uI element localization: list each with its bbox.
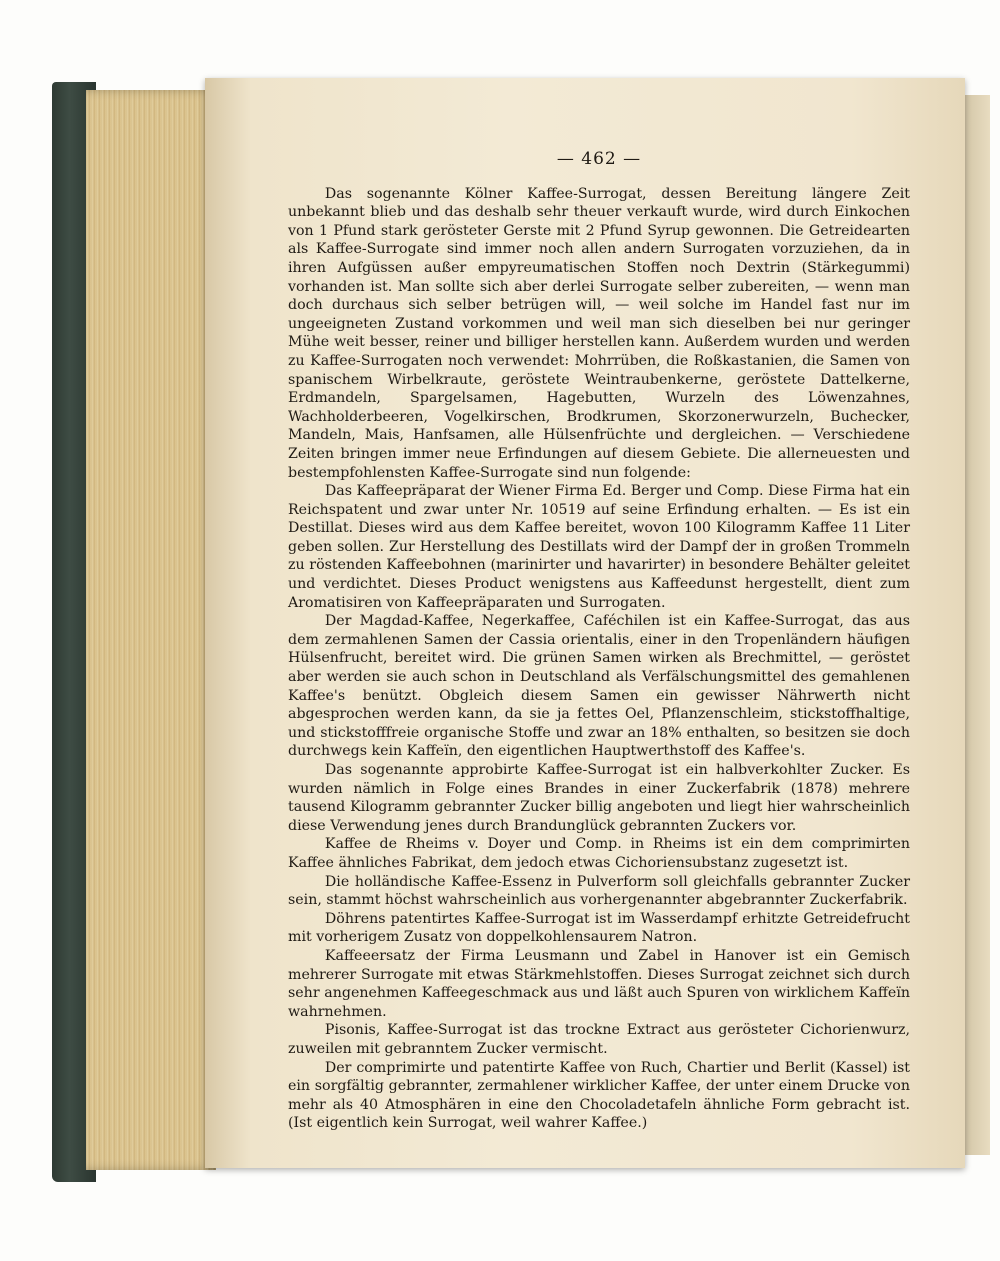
paragraph-approbirte-surrogat: Das sogenannte approbirte Kaffee-Surrogat ist ein halbverkohlter Zucker. Es wurden nämlich in Folge eines Brandes in einer Zuckerfabrik (1878) mehrere tausend Kilogramm gebrannter Zucker billig angeboten und liegt hier wahrscheinlich diese Verwendung jenes durch Brandunglück gebrannten Zuckers vor. (288, 762, 910, 834)
paragraph-pisonis: Pisonis, Kaffee-Surrogat ist das trockne Extract aus gerösteter Cichorienwurz, zuweilen mit gebranntem Zucker vermischt. (288, 1022, 910, 1057)
paragraph-kaffeeersatz: Kaffeeersatz der Firma Leusmann und Zabel in Hanover ist ein Gemisch mehrerer Surrogate mit etwas Stärkmehlstoffen. Dieses Surrogat zeichnet sich durch sehr angenehmen Kaffeegeschmack aus und läßt auch Spuren von wirklichem Kaffeïn wahrnehmen. (288, 947, 910, 1020)
paragraph-doehrens-surrogat: Döhrens patentirtes Kaffee-Surrogat ist im Wasserdampf erhitzte Getreidefrucht mit vorherigem Zusatz von doppelkohlensaurem Natron. (288, 910, 910, 946)
paragraph-magdad-kaffee: Der Magdad-Kaffee, Negerkaffee, Caféchilen ist ein Kaffee-Surrogat, das aus dem zermahlenen Samen der Cassia orientalis, einer in den Tropenländern häufigen Hülsenfrucht, bereitet wird. Die grünen Samen wirken als Brechmittel, — geröstet aber werden sie auch schon in Deutschland als Verfälschungsmittel des gemahlenen Kaffee's benützt. Obgleich diesem Samen ein gewisser Nährwerth nicht abgesprochen werden kann, da sie ja fettes Oel, Pflanzenschleim, stickstoffhaltige, und stickstofffreie organische Stoffe und zwar an 18% enthalten, so besitzen sie doch durchwegs kein Kaffeïn, den eigentlichen Hauptwerthstoff des Kaffee's. (288, 613, 910, 760)
paragraph-kaffeepraeparat: Das Kaffeepräparat der Wiener Firma Ed. Berger und Comp. Diese Firma hat ein Reichspatent und zwar unter Nr. 10519 auf seine Erfindung erhalten. — Es ist ein Destillat. Dieses wird aus dem Kaffee bereitet, wovon 100 Kilogramm Kaffee 11 Liter geben sollen. Zur Herstellung des Destillats wird der Dampf der in großen Trommeln zu röstenden Kaffeebohnen (marinirter und havarirter) in besondere Behälter geleitet und verdichtet. Dieses Product wenigstens aus Kaffeedunst hergestellt, dient zum Aromatisiren von Kaffeepräparaten und Surrogaten. (288, 483, 910, 611)
paragraph-hollaendische-essenz: Die holländische Kaffee-Essenz in Pulverform soll gleichfalls gebrannter Zucker sein, stammt höchst wahrscheinlich aus vorhergenannter abgebrannter Zuckerfabrik. (288, 873, 910, 909)
page-edges (86, 90, 216, 1170)
paragraph-comprimirte-kaffee: Der comprimirte und patentirte Kaffee von Ruch, Chartier und Berlit (Kassel) ist ein sorgfältig gebrannter, zermahlener wirklicher Kaffee, der unter einem Drucke von mehr als 40 Atmosphären in eine den Chocoladetafeln ähnliche Form gebracht ist. (Ist eigentlich kein Surrogat, weil wahrer Kaffee.) (288, 1059, 910, 1132)
paragraph-kaffee-de-rheims: Kaffee de Rheims v. Doyer und Comp. in Rheims ist ein dem comprimirten Kaffee ähnliches Fabrikat, dem jedoch etwas Cichoriensubstanz zugesetzt ist. (288, 836, 910, 871)
page-number: — 462 — (556, 149, 642, 169)
page-text (288, 150, 910, 1133)
paragraph-koelner-surrogat: Das sogenannte Kölner Kaffee-Surrogat, dessen Bereitung längere Zeit unbekannt blieb und das deshalb sehr theuer verkauft wurde, wird durch Einkochen von 1 Pfund stark gerösteter Gerste mit 2 Pfund Syrup gewonnen. Die Getreidearten als Kaffee-Surrogate sind immer noch allen andern Surrogaten vorzuziehen, da in ihren Aufgüssen außer empyreumatischen Stoffen noch Dextrin (Stärkegummi) vorhanden ist. Man sollte sich aber derlei Surrogate selber zubereiten, — wenn man doch durchaus sich selber betrügen will, — weil solche im Handel fast nur im ungeeigneten Zustand vorkommen und weil man sich dieselben bei nur geringer Mühe weit besser, reiner und billiger herstellen kann. Außerdem wurden und werden zu Kaffee-Surrogaten noch verwendet: Mohrrüben, die Roßkastanien, die Samen von spanischem Wirbelkraute, geröstete Weintraubenkerne, geröstete Dattelkerne, Erdmandeln, Spargelsamen, Hagebutten, Wurzeln des Löwenzahnes, Wachholderbeeren, Vogelkirschen, Brodkrumen, Skorzonerwurzeln, Buchecker, Mandeln, Mais, Hanfsamen, alle Hülsenfrüchte und dergleichen. — Verschiedene Zeiten bringen immer neue Erfindungen auf diesem Gebiete. Die allerneuesten und bestempfohlensten Kaffee-Surrogate sind nun folgende: (288, 185, 910, 481)
